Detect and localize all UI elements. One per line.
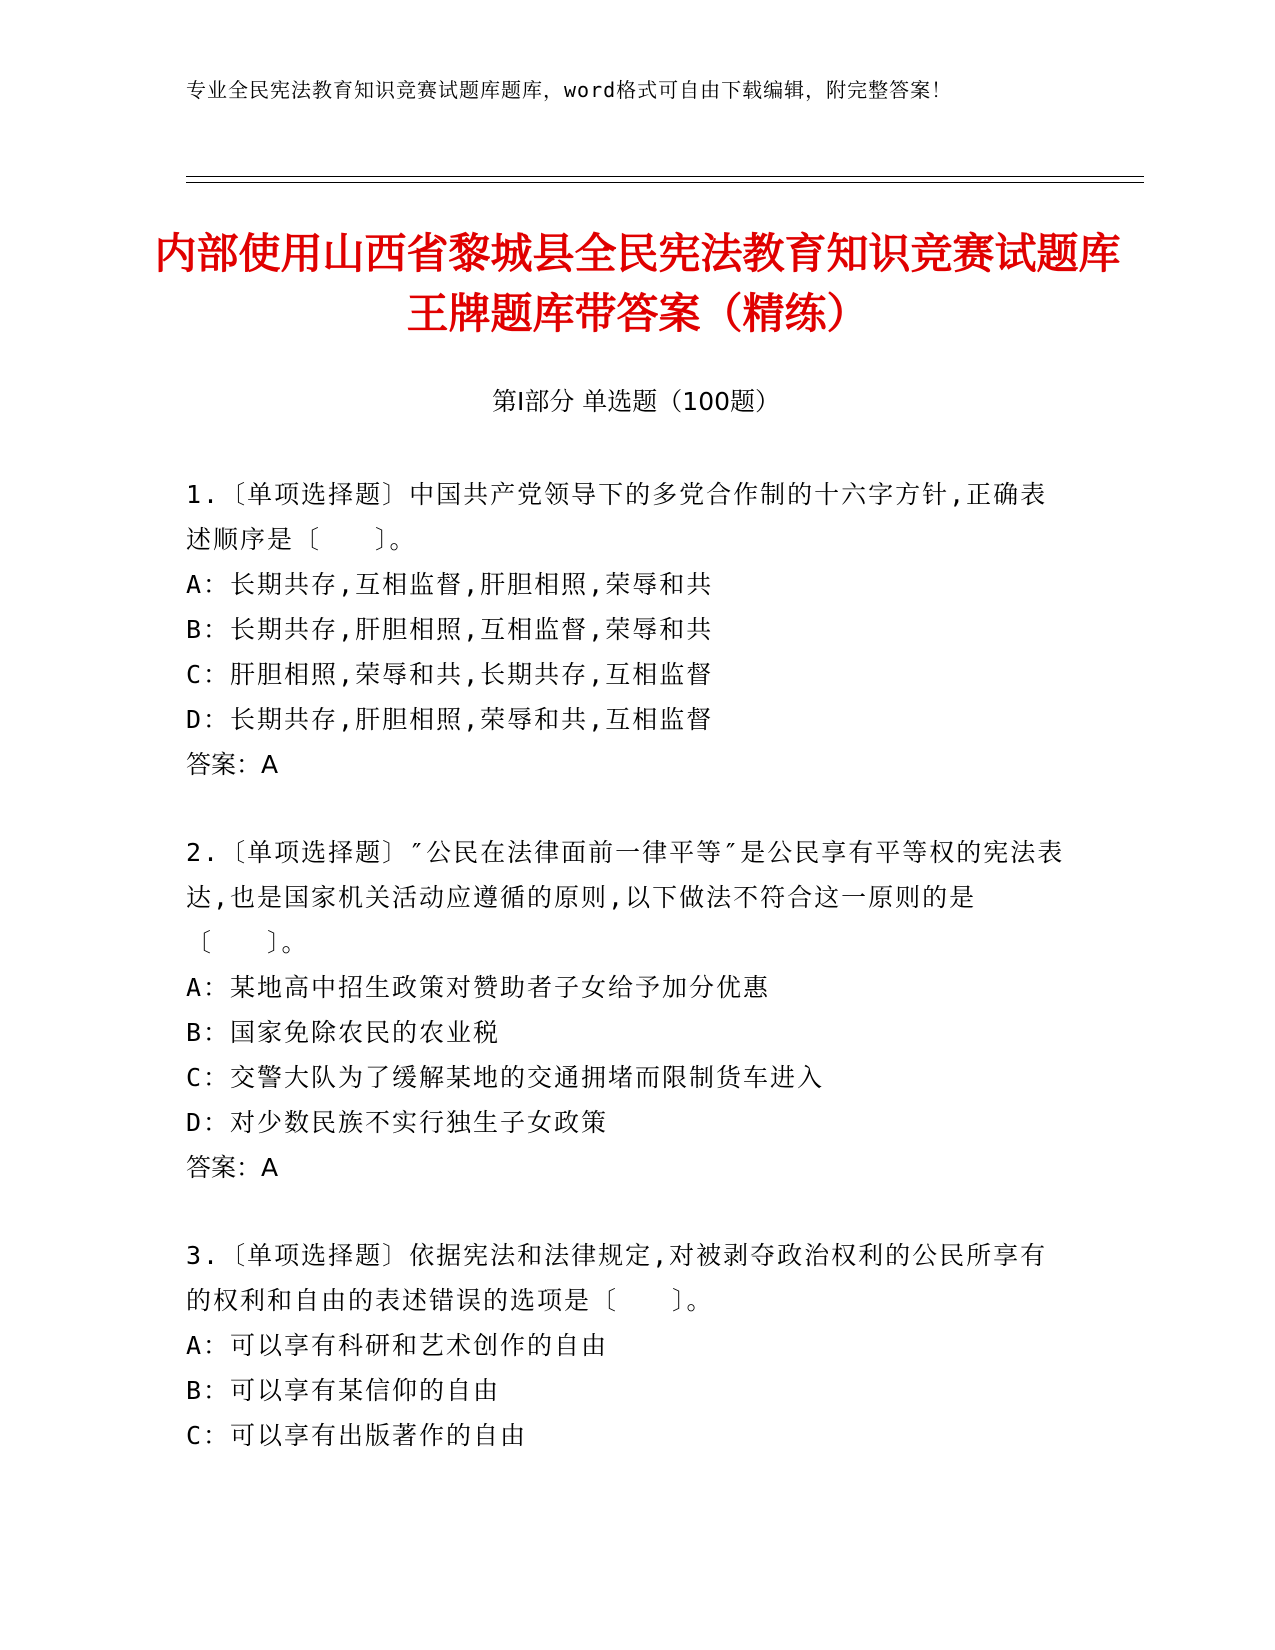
document-title: 内部使用山西省黎城县全民宪法教育知识竞赛试题库王牌题库带答案（精练） [154,229,1121,338]
answer: 答案：A [186,750,279,779]
question-1 [186,472,1071,787]
question-list [186,472,1071,1501]
option-b: B：国家免除农民的农业税 [186,1018,501,1047]
option-a: A：某地高中招生政策对赞助者子女给予加分优惠 [186,973,771,1002]
header-rule-bottom [186,182,1144,183]
question-3 [186,1233,1071,1458]
option-a: A：可以享有科研和艺术创作的自由 [186,1331,609,1360]
option-c: C：交警大队为了缓解某地的交通拥堵而限制货车进入 [186,1063,825,1092]
question-text: 1.〔单项选择题〕中国共产党领导下的多党合作制的十六字方针,正确表述顺序是〔 〕。 [186,480,1048,554]
option-d: D：长期共存,肝胆相照,荣辱和共,互相监督 [186,705,714,734]
question-2 [186,830,1071,1190]
option-c: C：可以享有出版著作的自由 [186,1421,528,1450]
question-text: 3.〔单项选择题〕依据宪法和法律规定,对被剥夺政治权利的公民所享有的权利和自由的表述错误的选项是〔 〕。 [186,1241,1048,1315]
option-d: D：对少数民族不实行独生子女政策 [186,1108,609,1137]
header-rule-top [186,176,1144,177]
option-b: B：可以享有某信仰的自由 [186,1376,501,1405]
answer: 答案：A [186,1153,279,1182]
option-b: B：长期共存,肝胆相照,互相监督,荣辱和共 [186,615,714,644]
option-a: A：长期共存,互相监督,肝胆相照,荣辱和共 [186,570,714,599]
header-note: 专业全民宪法教育知识竞赛试题库题库，word格式可自由下载编辑，附完整答案！ [186,78,953,102]
section-heading: 第I部分 单选题（100题） [491,387,781,416]
question-text: 2.〔单项选择题〕″公民在法律面前一律平等″是公民享有平等权的宪法表达,也是国家机关活动应遵循的原则,以下做法不符合这一原则的是〔 〕。 [186,838,1065,957]
option-c: C：肝胆相照,荣辱和共,长期共存,互相监督 [186,660,714,689]
